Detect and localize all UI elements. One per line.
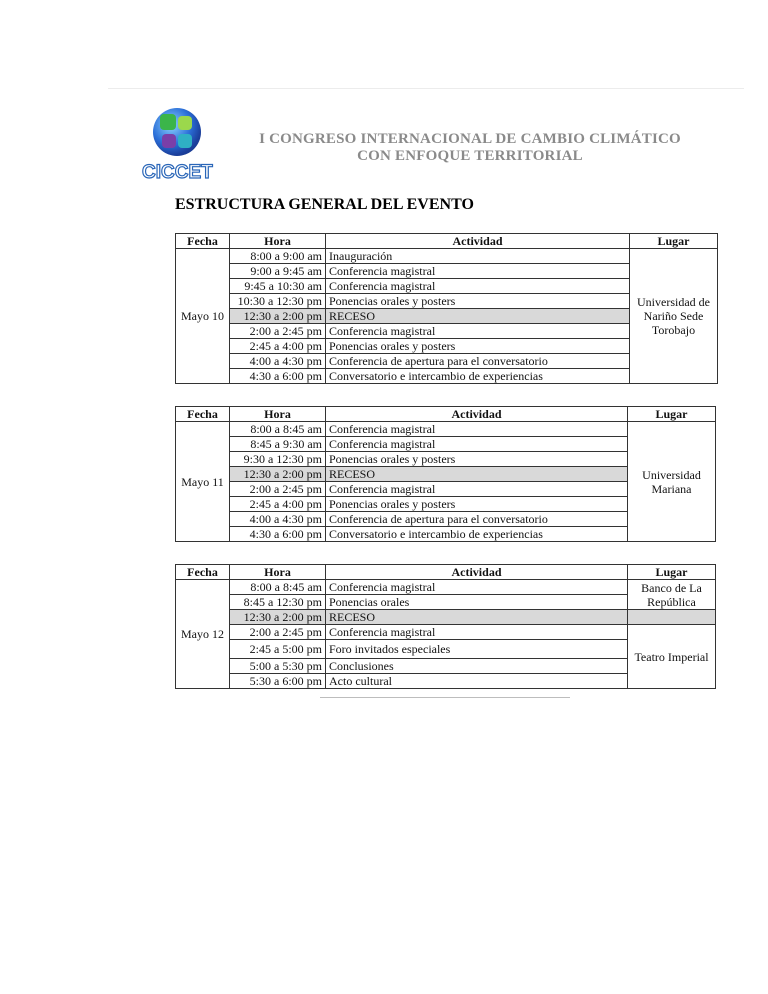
- activity-cell: Ponencias orales: [326, 595, 628, 610]
- date-cell: Mayo 11: [176, 422, 230, 542]
- activity-cell: RECESO: [326, 467, 628, 482]
- time-cell: 4:00 a 4:30 pm: [230, 512, 326, 527]
- time-cell: 2:45 a 5:00 pm: [230, 640, 326, 659]
- time-cell: 9:00 a 9:45 am: [230, 264, 326, 279]
- time-cell: 5:00 a 5:30 pm: [230, 659, 326, 674]
- time-cell: 9:45 a 10:30 am: [230, 279, 326, 294]
- time-cell: 2:45 a 4:00 pm: [230, 339, 326, 354]
- activity-cell: Conferencia magistral: [326, 264, 630, 279]
- activity-cell: Conferencia magistral: [326, 279, 630, 294]
- column-header-lugar: Lugar: [628, 407, 716, 422]
- place-cell: Banco de La República: [628, 580, 716, 610]
- table-row: [176, 580, 716, 595]
- puzzle-piece-icon: [178, 134, 192, 148]
- time-cell: 8:00 a 9:00 am: [230, 249, 326, 264]
- page-heading: ESTRUCTURA GENERAL DEL EVENTO: [175, 196, 474, 213]
- schedule-table-day-1: [175, 233, 718, 384]
- time-cell: 4:30 a 6:00 pm: [230, 527, 326, 542]
- activity-cell: Conferencia magistral: [326, 580, 628, 595]
- activity-cell: Ponencias orales y posters: [326, 339, 630, 354]
- activity-cell: Ponencias orales y posters: [326, 497, 628, 512]
- column-header-actividad: Actividad: [326, 234, 630, 249]
- puzzle-piece-icon: [178, 116, 192, 130]
- place-cell: Universidad Mariana: [628, 422, 716, 542]
- date-cell: Mayo 12: [176, 580, 230, 689]
- activity-cell: Ponencias orales y posters: [326, 294, 630, 309]
- top-divider: [108, 88, 744, 89]
- time-cell: 4:00 a 4:30 pm: [230, 354, 326, 369]
- activity-cell: Inauguración: [326, 249, 630, 264]
- time-cell: 2:00 a 2:45 pm: [230, 625, 326, 640]
- activity-cell: Acto cultural: [326, 674, 628, 689]
- place-cell: Teatro Imperial: [628, 625, 716, 689]
- time-cell: 8:00 a 8:45 am: [230, 580, 326, 595]
- column-header-fecha: Fecha: [176, 565, 230, 580]
- activity-cell: Conversatorio e intercambio de experiencias: [326, 369, 630, 384]
- activity-cell: Conferencia magistral: [326, 437, 628, 452]
- column-header-hora: Hora: [230, 407, 326, 422]
- activity-cell: Conferencia magistral: [326, 625, 628, 640]
- bottom-divider: [320, 697, 570, 698]
- title-line-1: I CONGRESO INTERNACIONAL DE CAMBIO CLIMÁTICO: [259, 131, 681, 147]
- table-row: [176, 249, 718, 264]
- place-cell: Universidad de Nariño Sede Torobajo: [630, 249, 718, 384]
- column-header-actividad: Actividad: [326, 407, 628, 422]
- time-cell: 8:45 a 12:30 pm: [230, 595, 326, 610]
- time-cell: 4:30 a 6:00 pm: [230, 369, 326, 384]
- activity-cell: Conclusiones: [326, 659, 628, 674]
- table-row-receso: [176, 610, 716, 625]
- table-header-row: [176, 565, 716, 580]
- time-cell: 12:30 a 2:00 pm: [230, 610, 326, 625]
- schedule-table-day-3: [175, 564, 716, 689]
- activity-cell: RECESO: [326, 309, 630, 324]
- activity-cell: Conferencia de apertura para el conversatorio: [326, 354, 630, 369]
- date-cell: Mayo 10: [176, 249, 230, 384]
- activity-cell: RECESO: [326, 610, 628, 625]
- puzzle-piece-icon: [162, 134, 176, 148]
- activity-cell: Ponencias orales y posters: [326, 452, 628, 467]
- activity-cell: Foro invitados especiales: [326, 640, 628, 659]
- table-header-row: [176, 407, 716, 422]
- table-row: [176, 625, 716, 640]
- activity-cell: Conferencia magistral: [326, 482, 628, 497]
- column-header-hora: Hora: [230, 565, 326, 580]
- column-header-lugar: Lugar: [628, 565, 716, 580]
- column-header-fecha: Fecha: [176, 407, 230, 422]
- puzzle-piece-icon: [160, 114, 176, 130]
- time-cell: 8:00 a 8:45 am: [230, 422, 326, 437]
- column-header-hora: Hora: [230, 234, 326, 249]
- table-row: [176, 422, 716, 437]
- time-cell: 2:00 a 2:45 pm: [230, 324, 326, 339]
- activity-cell: Conferencia magistral: [326, 422, 628, 437]
- place-cell-empty: [628, 610, 716, 625]
- time-cell: 10:30 a 12:30 pm: [230, 294, 326, 309]
- activity-cell: Conferencia magistral: [326, 324, 630, 339]
- time-cell: 8:45 a 9:30 am: [230, 437, 326, 452]
- time-cell: 9:30 a 12:30 pm: [230, 452, 326, 467]
- time-cell: 12:30 a 2:00 pm: [230, 309, 326, 324]
- activity-cell: Conferencia de apertura para el conversatorio: [326, 512, 628, 527]
- column-header-lugar: Lugar: [630, 234, 718, 249]
- time-cell: 2:00 a 2:45 pm: [230, 482, 326, 497]
- column-header-fecha: Fecha: [176, 234, 230, 249]
- time-cell: 2:45 a 4:00 pm: [230, 497, 326, 512]
- time-cell: 12:30 a 2:00 pm: [230, 467, 326, 482]
- time-cell: 5:30 a 6:00 pm: [230, 674, 326, 689]
- column-header-actividad: Actividad: [326, 565, 628, 580]
- activity-cell: Conversatorio e intercambio de experiencias: [326, 527, 628, 542]
- congress-title: [230, 131, 710, 165]
- schedule-table-day-2: [175, 406, 716, 542]
- title-line-2: CON ENFOQUE TERRITORIAL: [357, 148, 583, 164]
- table-header-row: [176, 234, 718, 249]
- logo-wordmark: CICCET: [142, 162, 213, 183]
- ciccet-logo: [142, 108, 212, 190]
